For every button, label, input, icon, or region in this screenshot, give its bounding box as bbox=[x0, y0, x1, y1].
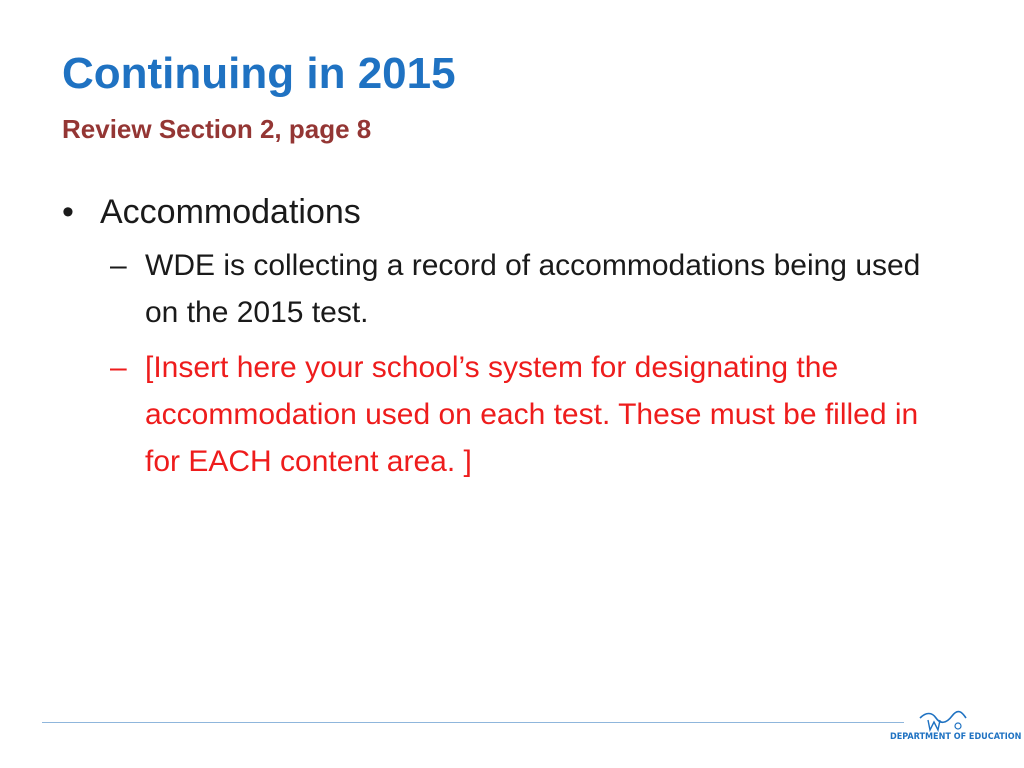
sub-list bbox=[62, 242, 962, 485]
sub-item-text: WDE is collecting a record of accommodations being used on the 2015 test. bbox=[145, 249, 921, 329]
bullet-text: Accommodations bbox=[100, 193, 361, 231]
logo-department-text: DEPARTMENT OF EDUCATION bbox=[890, 732, 1022, 742]
sub-item-wde-record bbox=[110, 242, 925, 336]
dash-icon: – bbox=[110, 249, 127, 282]
page-subtitle: Review Section 2, page 8 bbox=[62, 114, 372, 144]
slide-content bbox=[62, 190, 962, 493]
sub-item-text: [Insert here your school’s system for designating the accommodation used on each test. These must be filled in for EACH content area. ] bbox=[145, 351, 919, 478]
dash-icon: – bbox=[110, 351, 127, 384]
wyoming-logo-icon bbox=[918, 710, 968, 732]
bullet-icon: • bbox=[62, 193, 74, 231]
sub-item-insert-instructions bbox=[110, 344, 925, 485]
wyoming-doe-logo bbox=[890, 700, 1022, 748]
page-title: Continuing in 2015 bbox=[62, 49, 456, 98]
bullet-item-accommodations bbox=[62, 190, 962, 234]
footer-divider bbox=[42, 722, 904, 723]
